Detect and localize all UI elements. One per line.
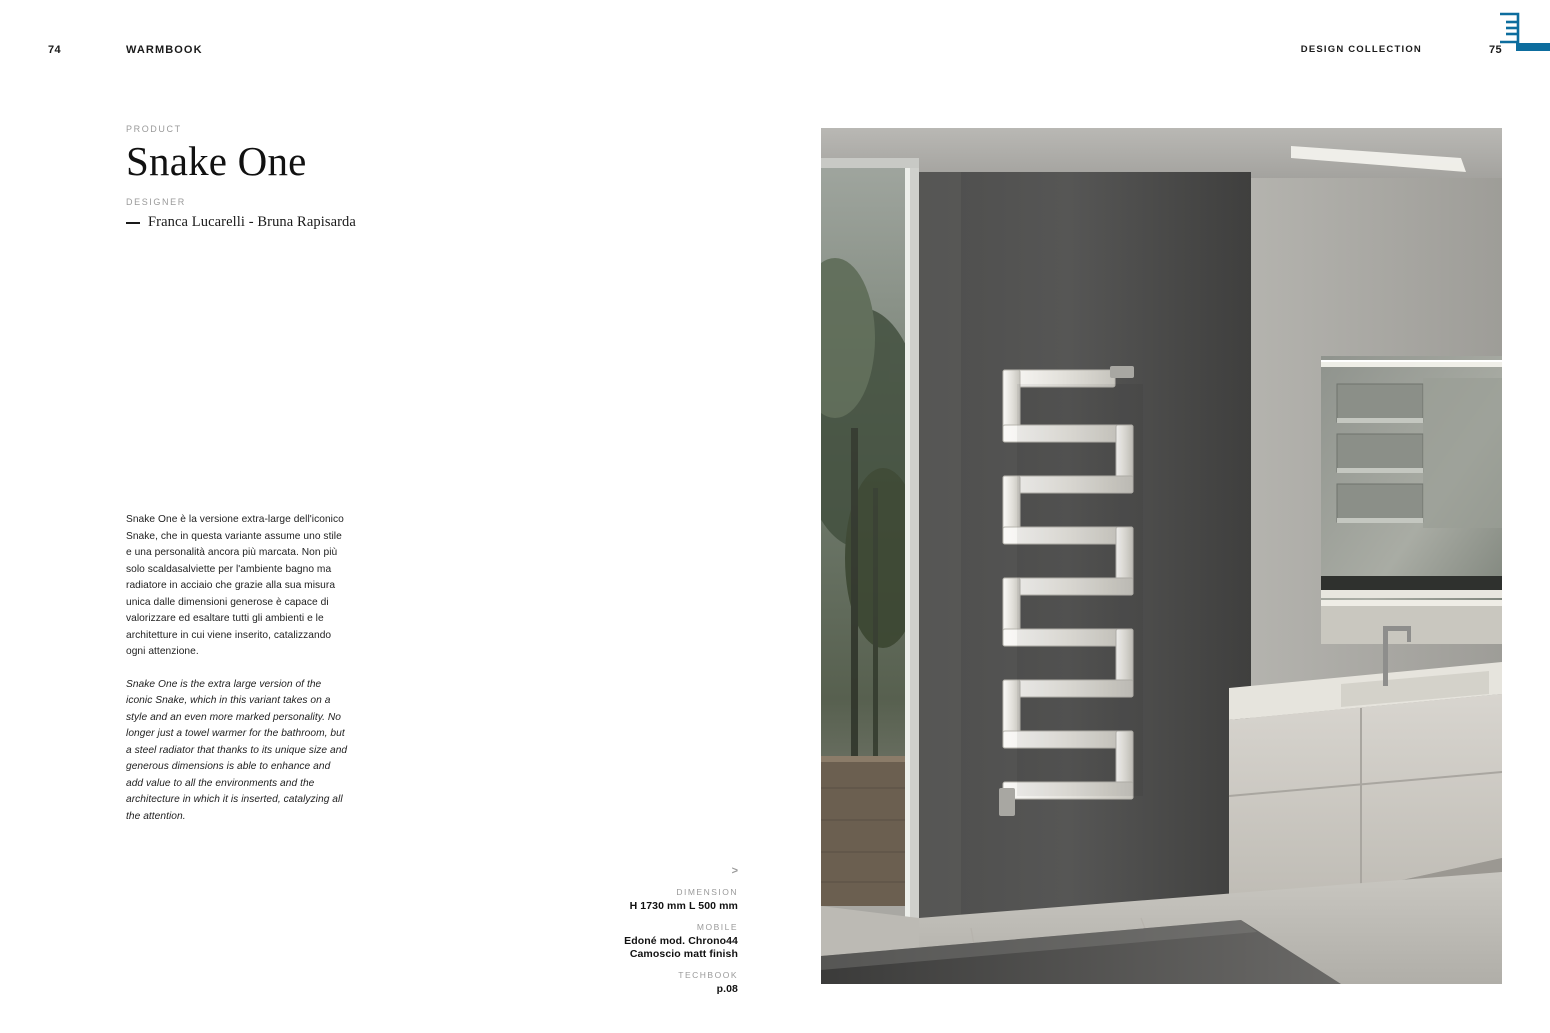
description-english: Snake One is the extra large version of the iconic Snake, which in this variant takes on a style and an even more marked personality. No longer just a towel warmer for the bathroom, but a steel radiator that thanks to its unique size and generous dimensions is able to enhance and add value to all the environments and the architecture in which it is inserted, catalyzing all the attention. <box>126 678 348 822</box>
dimension-label: DIMENSION <box>676 887 738 897</box>
dash-divider-icon <box>126 222 140 224</box>
page-header <box>0 44 1550 64</box>
designer-names-row <box>126 214 456 231</box>
techbook-label: TECHBOOK <box>678 970 738 980</box>
chevron-right-icon: > <box>731 865 738 877</box>
mobile-value-line1: Edoné mod. Chrono44 <box>624 935 738 947</box>
mobile-value-line2: Camoscio matt finish <box>629 948 738 960</box>
page-number-left: 74 <box>48 44 62 56</box>
dimension-value: H 1730 mm L 500 mm <box>629 900 738 912</box>
description-block <box>126 512 348 825</box>
book-title: WARMBOOK <box>126 44 203 56</box>
brand-accent-bar <box>1516 43 1550 51</box>
page-number-right: 75 <box>1488 44 1502 56</box>
product-photo <box>821 128 1502 984</box>
techbook-value: p.08 <box>716 983 738 995</box>
designer-names: Franca Lucarelli - Bruna Rapisarda <box>148 214 356 231</box>
collection-title: DESIGN COLLECTION <box>1300 44 1422 55</box>
description-italian: Snake One è la versione extra-large dell'iconico Snake, che in questa variante assume uno stile e una personalità ancora più marcata. Non più solo scaldasalviette per l'ambiente bagno ma radiatore in acciaio che grazie alla sua misura unica dalle dimensioni generose è capace di valorizzare ed esaltare tutti gli ambienti e le architetture in cui viene inserito, catalizzando ogni attenzione. <box>126 514 344 658</box>
mobile-label: MOBILE <box>696 922 738 932</box>
specs-block <box>478 866 738 995</box>
product-kicker: PRODUCT <box>126 124 182 134</box>
designer-label: DESIGNER <box>126 197 186 208</box>
page-title: Snake One <box>126 138 307 184</box>
product-heading-block <box>126 124 456 231</box>
